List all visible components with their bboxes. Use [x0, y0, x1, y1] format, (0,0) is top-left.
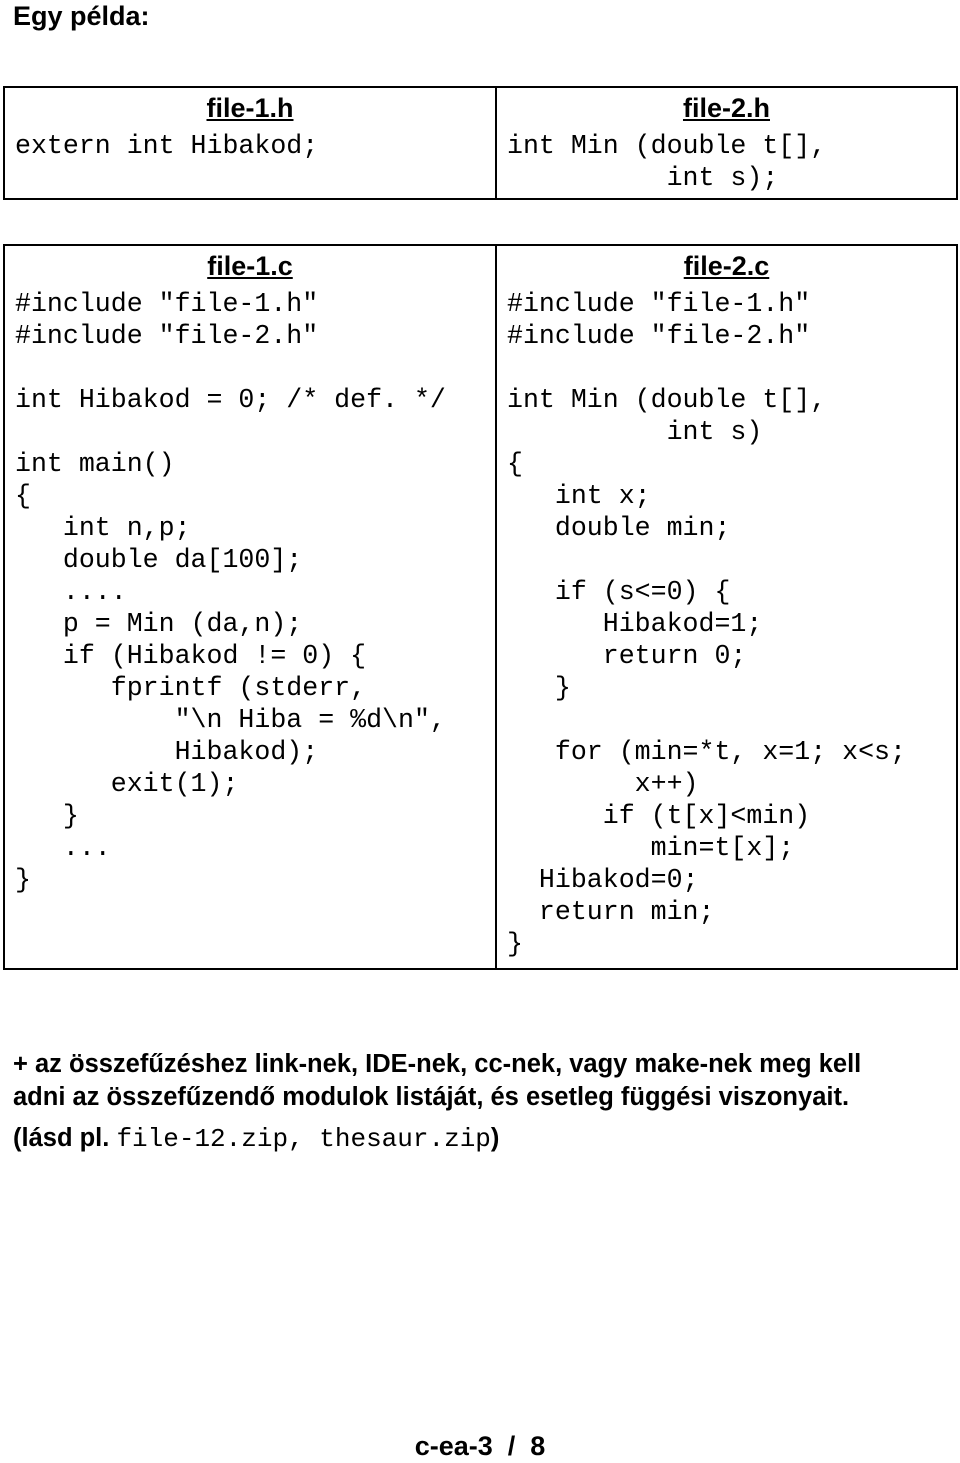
- linking-note-line-2: adni az összefűzendő modulok listáját, és esetleg függési viszonyait.: [13, 1083, 850, 1111]
- page-title: Egy példa:: [13, 1, 150, 31]
- file-1-h-filename: file-1.h: [206, 93, 294, 123]
- linking-note-line-1: + az összefűzéshez link-nek, IDE-nek, cc-nek, vagy make-nek meg kell: [13, 1050, 862, 1078]
- see-example-prefix: (lásd pl.: [13, 1124, 117, 1152]
- file-2-h-code: int Min (double t[], int s);: [507, 131, 827, 193]
- file-1-c-cell: [4, 245, 496, 969]
- header-files-table: [3, 86, 958, 200]
- source-files-table: [3, 244, 958, 970]
- file-2-c-code: #include ″file-1.h″ #include ″file-2.h″ int Min (double t[], int s) { int x; double min; if (s<=0) { Hibakod=1; return 0; } for (min=*t, x=1; x<s; x++) if (t[x]<min) min=t[x]; Hibakod=0; return min; }: [507, 289, 906, 959]
- file-1-c-code: #include ″file-1.h″ #include ″file-2.h″ int Hibakod = 0; /* def. */ int main() { int n,p; double da[100]; .... p = Min (da,n); if (Hibakod != 0) { fprintf (stderr, ″\n Hiba = %d\n″, Hibakod); exit(1); } ... }: [15, 289, 446, 895]
- file-2-c-filename: file-2.c: [683, 251, 770, 281]
- example-files: file-12.zip, thesaur.zip: [116, 1124, 491, 1154]
- file-1-c-filename: file-1.c: [207, 251, 293, 281]
- file-1-h-cell: [4, 87, 496, 199]
- file-2-h-filename: file-2.h: [682, 93, 770, 123]
- page-number: c-ea-3 / 8: [414, 1431, 546, 1461]
- linking-note-line-3: [13, 1122, 953, 1156]
- file-2-h-cell: [496, 87, 957, 199]
- see-example-suffix: ): [490, 1124, 500, 1152]
- file-1-h-code: extern int Hibakod;: [15, 131, 319, 161]
- file-2-c-cell: [496, 245, 957, 969]
- linking-note: [13, 1048, 953, 1156]
